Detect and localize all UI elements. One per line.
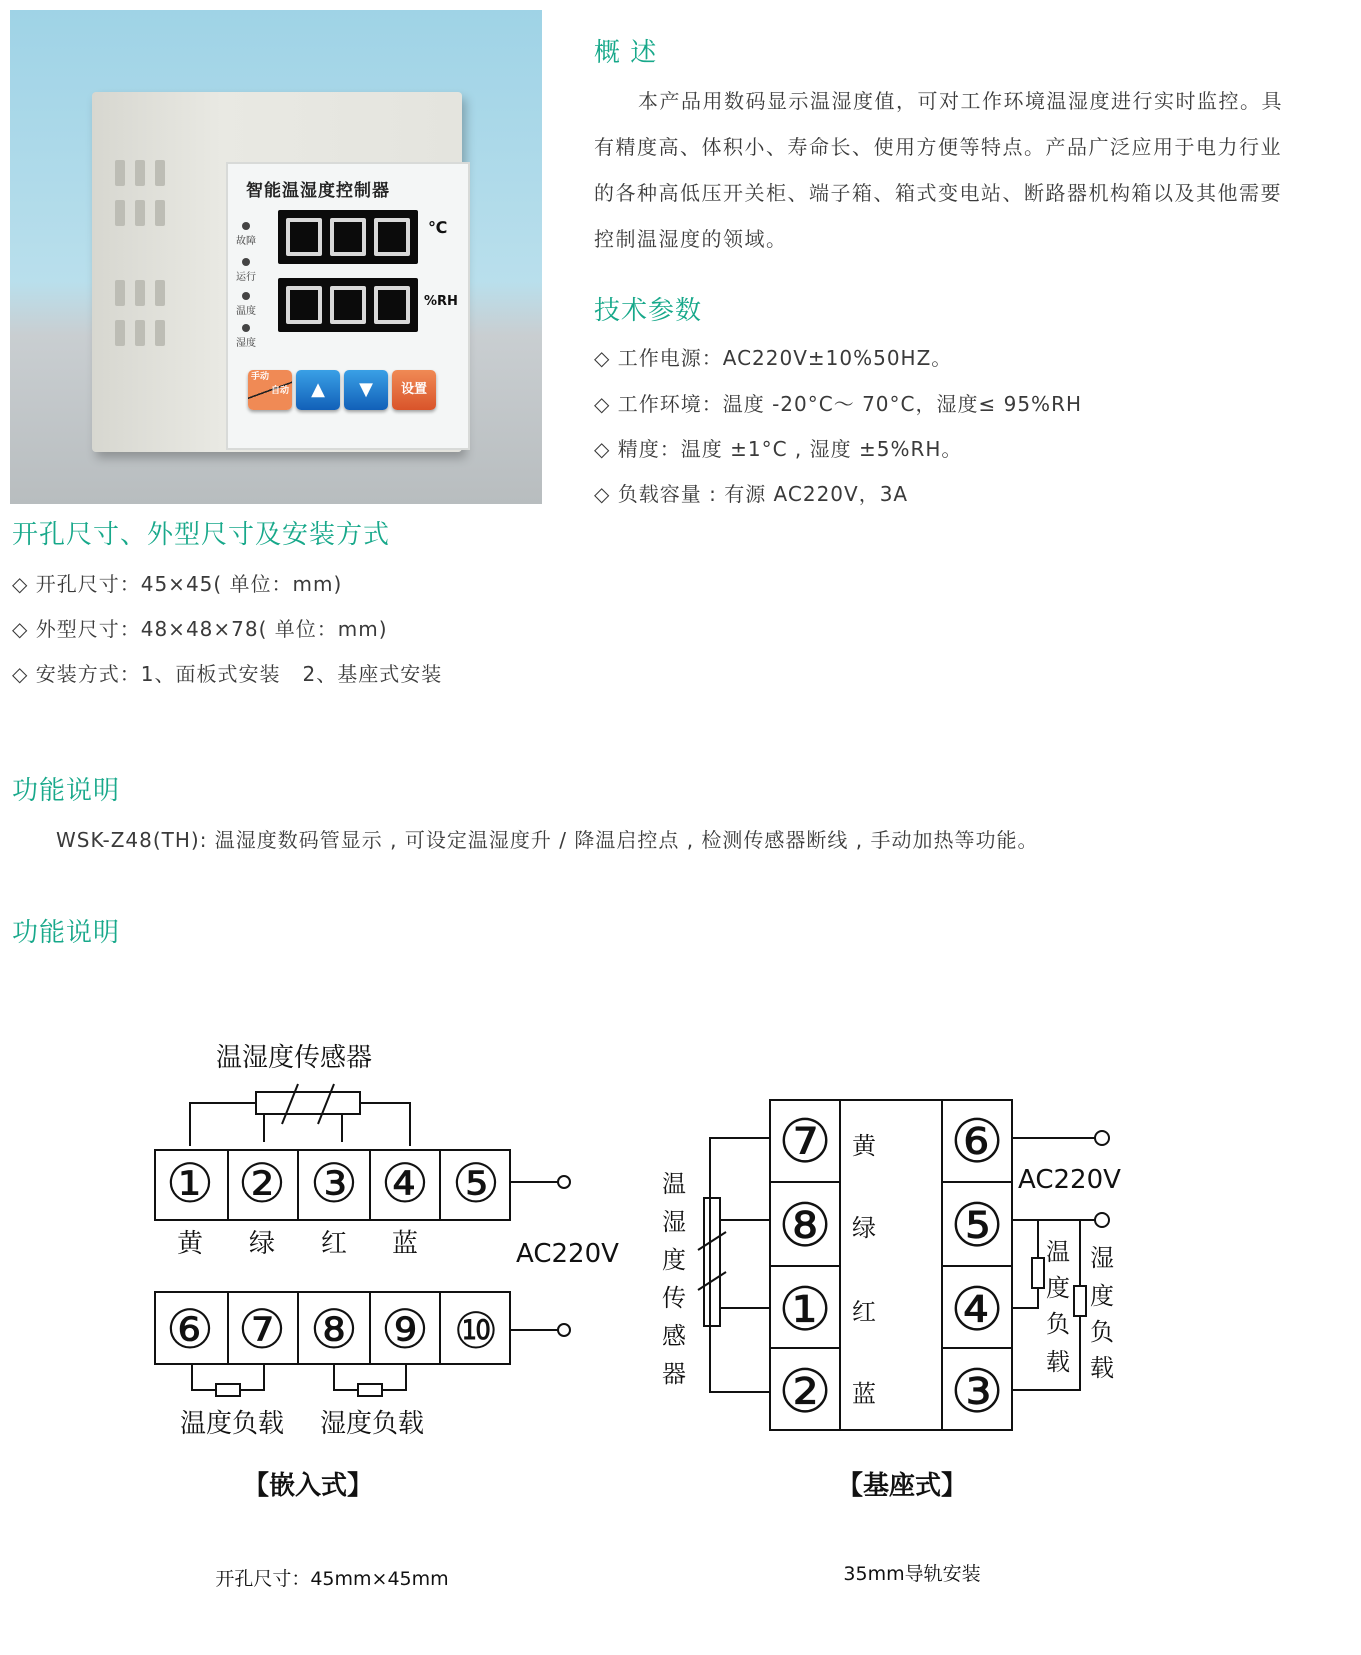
unit-celsius: ℃ bbox=[428, 218, 448, 237]
terminal-7: ⑦ bbox=[778, 1107, 832, 1177]
wire-color-yellow: 黄 bbox=[176, 1229, 204, 1259]
terminal-2: ② bbox=[237, 1152, 287, 1215]
vent-slot bbox=[135, 200, 145, 226]
terminal-5: ⑤ bbox=[950, 1191, 1004, 1261]
set-key: 设置 bbox=[392, 370, 436, 410]
terminal-10: ⑩ bbox=[453, 1302, 499, 1360]
hum-load-char: 载 bbox=[1090, 1354, 1114, 1382]
function-heading: 功能说明 bbox=[12, 776, 121, 806]
terminal-9: ⑨ bbox=[380, 1298, 430, 1361]
vent-slot bbox=[115, 200, 125, 226]
vent-slot bbox=[135, 160, 145, 186]
function-text: WSK-Z48(TH): 温湿度数码管显示 , 可设定温湿度升 / 降温启控点 , 检测传感器断线 , 手动加热等功能。 bbox=[56, 828, 1039, 852]
vent-slot bbox=[135, 280, 145, 306]
mounting-item: ◇ 安装方式：1、面板式安装 2、基座式安装 bbox=[12, 662, 443, 686]
display-digit bbox=[330, 218, 366, 256]
sensor-label-char: 感 bbox=[662, 1322, 686, 1350]
function-heading-2: 功能说明 bbox=[12, 918, 121, 948]
sensor-label-char: 器 bbox=[662, 1360, 686, 1388]
manual-auto-key bbox=[248, 370, 292, 410]
base-note: 35mm导轨安装 bbox=[843, 1563, 981, 1585]
display-digit bbox=[374, 286, 410, 324]
tech-heading: 技术参数 bbox=[594, 296, 703, 326]
hum-load-resistor bbox=[358, 1384, 382, 1396]
display-digit bbox=[286, 286, 322, 324]
hum-load-label: 湿度负载 bbox=[319, 1409, 425, 1439]
vent-slot bbox=[155, 160, 165, 186]
hum-load-char: 负 bbox=[1090, 1318, 1114, 1346]
base-caption: 【基座式】 bbox=[836, 1471, 968, 1501]
down-key: ▼ bbox=[344, 370, 388, 410]
terminal-3: ③ bbox=[950, 1357, 1004, 1427]
temp-load-char: 温 bbox=[1046, 1238, 1070, 1266]
panel-title: 智能温湿度控制器 bbox=[246, 181, 390, 201]
terminal-1: ① bbox=[165, 1152, 215, 1215]
wire-color-red: 红 bbox=[320, 1229, 348, 1259]
vent-slot bbox=[155, 280, 165, 306]
display-digit bbox=[374, 218, 410, 256]
wire-color-red: 红 bbox=[852, 1298, 876, 1326]
temperature-display bbox=[278, 210, 418, 264]
mounting-item: ◇ 开孔尺寸：45×45( 单位：mm) bbox=[12, 572, 343, 596]
base-wiring-diagram bbox=[640, 1080, 1200, 1640]
terminal-6: ⑥ bbox=[165, 1298, 215, 1361]
hum-load-char: 湿 bbox=[1090, 1244, 1114, 1272]
tech-item: ◇ 工作环境：温度 -20°C～ 70°C，湿度≤ 95%RH bbox=[594, 392, 1083, 416]
manual-key-label: 手动 bbox=[251, 372, 270, 382]
wire-color-blue: 蓝 bbox=[852, 1380, 876, 1408]
sensor-label-char: 度 bbox=[662, 1246, 686, 1274]
terminal-4: ④ bbox=[950, 1275, 1004, 1345]
terminal-7: ⑦ bbox=[237, 1298, 287, 1361]
supply-label: AC220V bbox=[516, 1239, 619, 1269]
humidity-display bbox=[278, 278, 418, 332]
temp-load-char: 载 bbox=[1046, 1348, 1070, 1376]
supply-label: AC220V bbox=[1018, 1165, 1121, 1195]
hum-load-char: 度 bbox=[1090, 1282, 1114, 1310]
display-digit bbox=[286, 218, 322, 256]
vent-slot bbox=[115, 280, 125, 306]
auto-key-label: 自动 bbox=[270, 386, 289, 396]
sensor-label-char: 湿 bbox=[662, 1208, 686, 1236]
terminal-5: ⑤ bbox=[451, 1152, 501, 1215]
overview-heading: 概 述 bbox=[594, 38, 658, 68]
display-digit bbox=[330, 286, 366, 324]
sensor-label: 温湿度传感器 bbox=[215, 1043, 373, 1073]
vent-slot bbox=[135, 320, 145, 346]
led-label: 运行 bbox=[236, 272, 256, 283]
wire-color-green: 绿 bbox=[852, 1214, 876, 1242]
supply-terminal bbox=[558, 1324, 570, 1336]
vent-slot bbox=[155, 200, 165, 226]
sensor-symbol bbox=[704, 1198, 720, 1326]
supply-terminal bbox=[1095, 1131, 1109, 1145]
temp-load-char: 负 bbox=[1046, 1310, 1070, 1338]
wire bbox=[360, 1103, 410, 1146]
led-label: 湿度 bbox=[236, 338, 256, 349]
unit-rh: %RH bbox=[424, 294, 458, 309]
sensor-symbol bbox=[256, 1092, 360, 1114]
supply-terminal bbox=[1095, 1213, 1109, 1227]
hum-load-resistor bbox=[1074, 1286, 1086, 1316]
sensor-label-char: 温 bbox=[662, 1170, 686, 1198]
terminal-2: ② bbox=[778, 1357, 832, 1427]
vent-slot bbox=[115, 160, 125, 186]
fault-led bbox=[242, 222, 250, 230]
led-label: 温度 bbox=[236, 306, 256, 317]
run-led bbox=[242, 258, 250, 266]
terminal-8: ⑧ bbox=[778, 1191, 832, 1261]
wire-color-yellow: 黄 bbox=[852, 1132, 876, 1160]
vent-slot bbox=[155, 320, 165, 346]
temp-load-label: 温度负载 bbox=[179, 1409, 285, 1439]
sensor-label-char: 传 bbox=[662, 1284, 686, 1312]
overview-text: 本产品用数码显示温湿度值，可对工作环境温湿度进行实时监控。具有精度高、体积小、寿命长、使用方便等特点。产品广泛应用于电力行业的各种高低压开关柜、端子箱、箱式变电站、断路器机构箱以及其他需要控制温湿度的领域。 bbox=[594, 89, 1283, 251]
tech-item: ◇ 工作电源：AC220V±10%50HZ。 bbox=[594, 346, 953, 370]
mounting-item: ◇ 外型尺寸：48×48×78( 单位：mm) bbox=[12, 617, 388, 641]
terminal-8: ⑧ bbox=[309, 1298, 359, 1361]
temp-load-resistor bbox=[1032, 1258, 1044, 1288]
terminal-3: ③ bbox=[309, 1152, 359, 1215]
temp-load-char: 度 bbox=[1046, 1274, 1070, 1302]
terminal-4: ④ bbox=[380, 1152, 430, 1215]
tech-item: ◇ 负载容量 : 有源 AC220V，3A bbox=[594, 482, 909, 506]
product-photo bbox=[10, 10, 542, 504]
embedded-wiring-diagram bbox=[0, 1030, 680, 1650]
mounting-heading: 开孔尺寸、外型尺寸及安装方式 bbox=[12, 520, 391, 550]
embedded-note: 开孔尺寸：45mm×45mm bbox=[215, 1568, 449, 1590]
vent-slot bbox=[115, 320, 125, 346]
supply-terminal bbox=[558, 1176, 570, 1188]
terminal-1: ① bbox=[778, 1275, 832, 1345]
up-key: ▲ bbox=[296, 370, 340, 410]
wire-color-green: 绿 bbox=[248, 1229, 276, 1259]
temp-load-resistor bbox=[216, 1384, 240, 1396]
led-label: 故障 bbox=[236, 236, 256, 247]
hum-led bbox=[242, 324, 250, 332]
wire-color-blue: 蓝 bbox=[391, 1229, 419, 1259]
wire bbox=[190, 1103, 256, 1146]
tech-item: ◇ 精度：温度 ±1°C , 湿度 ±5%RH。 bbox=[594, 437, 963, 461]
terminal-6: ⑥ bbox=[950, 1107, 1004, 1177]
temp-led bbox=[242, 292, 250, 300]
embedded-caption: 【嵌入式】 bbox=[242, 1471, 374, 1501]
